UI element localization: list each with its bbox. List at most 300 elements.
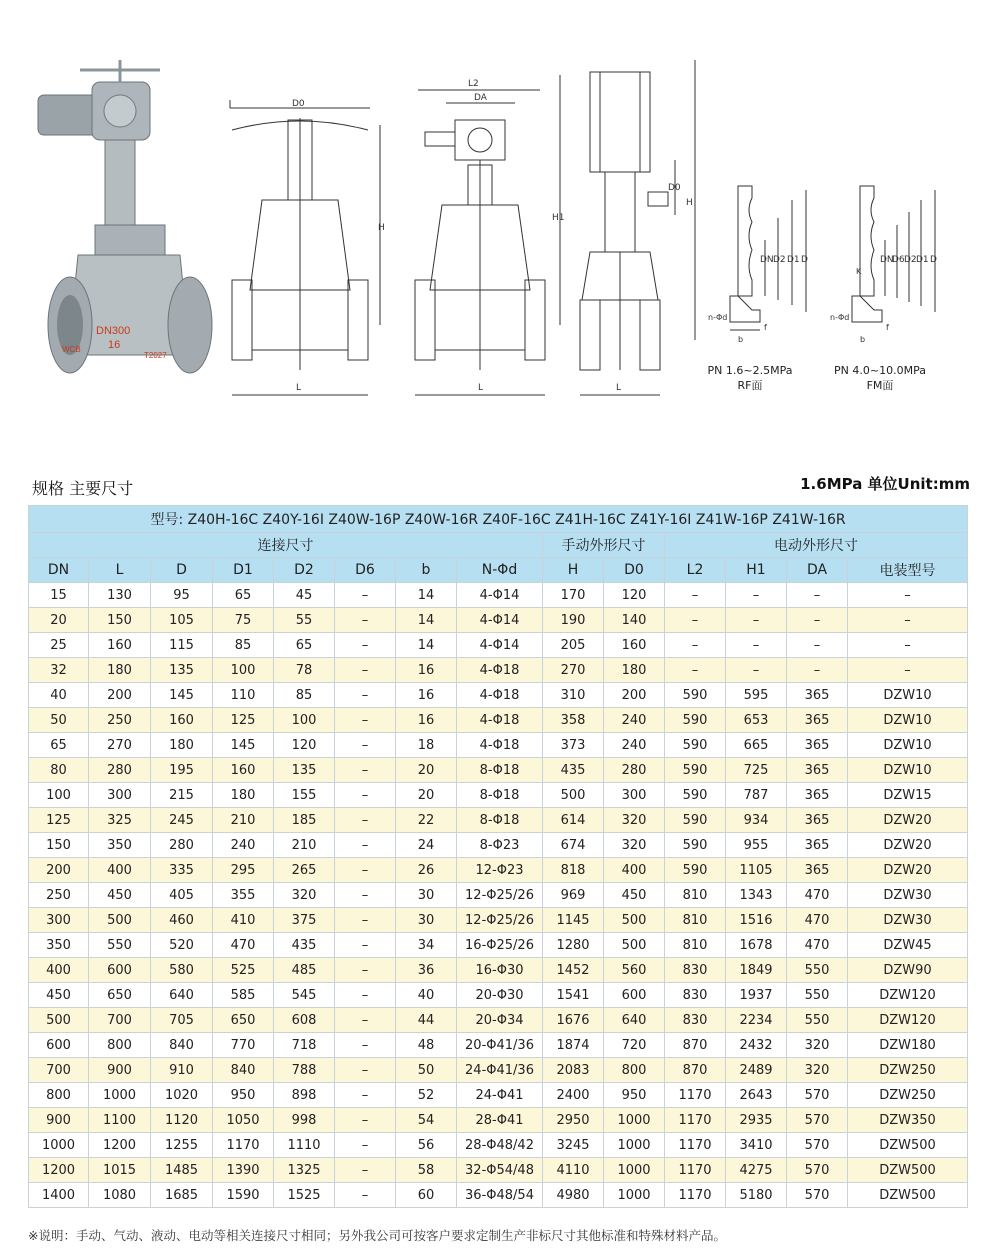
table-cell: 365	[787, 808, 848, 833]
table-cell: 300	[604, 783, 665, 808]
table-cell: 160	[151, 708, 213, 733]
table-cell: 16-Φ25/26	[457, 933, 543, 958]
valve-drawings-svg	[0, 0, 1000, 420]
table-cell: 140	[604, 608, 665, 633]
photo-tag: DN300	[96, 325, 131, 337]
table-cell: 80	[29, 758, 89, 783]
table-cell: 135	[151, 658, 213, 683]
table-cell: 600	[29, 1033, 89, 1058]
flange-rf-pressure: PN 1.6~2.5MPa	[707, 364, 793, 377]
table-cell: 2489	[726, 1058, 787, 1083]
table-cell: 14	[396, 583, 457, 608]
table-cell: 590	[665, 683, 726, 708]
model-list: 型号: Z40H-16C Z40Y-16I Z40W-16P Z40W-16R Z40F-16C Z41H-16C Z41Y-16I Z41W-16P Z41W-16R	[29, 506, 968, 533]
table-cell: 590	[665, 733, 726, 758]
table-cell: 1485	[151, 1158, 213, 1183]
table-cell: 265	[274, 858, 335, 883]
flange-fm-face: FM面	[866, 379, 894, 392]
table-cell: –	[787, 583, 848, 608]
table-cell: DZW250	[848, 1083, 968, 1108]
table-cell: 4-Φ18	[457, 683, 543, 708]
table-cell: 115	[151, 633, 213, 658]
table-cell: 56	[396, 1133, 457, 1158]
table-cell: 1325	[274, 1158, 335, 1183]
table-cell: 570	[787, 1133, 848, 1158]
flange-fm-f: f	[886, 323, 889, 332]
table-cell: 4-Φ14	[457, 583, 543, 608]
table-cell: –	[335, 958, 396, 983]
group-manual: 手动外形尺寸	[543, 533, 665, 558]
table-cell: 110	[213, 683, 274, 708]
table-cell: 250	[29, 883, 89, 908]
table-cell: 590	[665, 833, 726, 858]
table-cell: 2432	[726, 1033, 787, 1058]
table-row	[29, 1108, 968, 1133]
table-cell: 4-Φ14	[457, 608, 543, 633]
table-row	[29, 658, 968, 683]
table-cell: 2400	[543, 1083, 604, 1108]
table-cell: 95	[151, 583, 213, 608]
table-row	[29, 858, 968, 883]
table-cell: 485	[274, 958, 335, 983]
table-cell: 1200	[89, 1133, 151, 1158]
table-cell: –	[335, 1183, 396, 1208]
table-cell: 52	[396, 1083, 457, 1108]
table-cell: 650	[213, 1008, 274, 1033]
table-cell: 590	[665, 708, 726, 733]
table-cell: 1685	[151, 1183, 213, 1208]
table-cell: 44	[396, 1008, 457, 1033]
table-cell: 470	[787, 933, 848, 958]
table-cell: 30	[396, 883, 457, 908]
table-cell: 20	[29, 608, 89, 633]
table-cell: 200	[89, 683, 151, 708]
table-cell: 435	[543, 758, 604, 783]
table-cell: 24-Φ41	[457, 1083, 543, 1108]
table-cell: 8-Φ18	[457, 783, 543, 808]
table-cell: 180	[151, 733, 213, 758]
table-cell: 1020	[151, 1083, 213, 1108]
table-cell: –	[726, 658, 787, 683]
table-cell: 1874	[543, 1033, 604, 1058]
table-cell: 320	[274, 883, 335, 908]
column-header: DA	[787, 558, 848, 583]
table-cell: 150	[89, 608, 151, 633]
table-cell: 150	[29, 833, 89, 858]
table-cell: 998	[274, 1108, 335, 1133]
table-cell: 210	[274, 833, 335, 858]
table-row	[29, 958, 968, 983]
table-cell: DZW120	[848, 983, 968, 1008]
table-cell: 40	[396, 983, 457, 1008]
table-cell: 240	[213, 833, 274, 858]
table-cell: 335	[151, 858, 213, 883]
table-cell: 28-Φ48/42	[457, 1133, 543, 1158]
photo-sub: 16	[108, 339, 121, 351]
table-cell: 20	[396, 758, 457, 783]
table-cell: DZW500	[848, 1183, 968, 1208]
table-cell: 600	[89, 958, 151, 983]
table-cell: 20-Φ30	[457, 983, 543, 1008]
table-row	[29, 1058, 968, 1083]
table-cell: 590	[665, 783, 726, 808]
table-row	[29, 1033, 968, 1058]
table-cell: 280	[604, 758, 665, 783]
flange-rf-bolt: n-Φd	[708, 313, 728, 322]
table-cell: 365	[787, 783, 848, 808]
table-cell: 210	[213, 808, 274, 833]
table-cell: –	[665, 633, 726, 658]
table-cell: 1120	[151, 1108, 213, 1133]
table-cell: 85	[274, 683, 335, 708]
group-connect: 连接尺寸	[29, 533, 543, 558]
table-cell: 180	[89, 658, 151, 683]
table-cell: 400	[604, 858, 665, 883]
table-cell: –	[787, 658, 848, 683]
table-cell: 1145	[543, 908, 604, 933]
section-title: 规格 主要尺寸	[32, 479, 134, 498]
table-cell: 560	[604, 958, 665, 983]
table-cell: 2083	[543, 1058, 604, 1083]
view2-l2-label: L2	[468, 79, 479, 89]
view2-l-label: L	[478, 383, 484, 393]
table-cell: 1105	[726, 858, 787, 883]
table-cell: 26	[396, 858, 457, 883]
table-cell: 725	[726, 758, 787, 783]
table-cell: DZW500	[848, 1133, 968, 1158]
table-cell: –	[335, 883, 396, 908]
column-header: DN	[29, 558, 89, 583]
table-cell: 450	[604, 883, 665, 908]
table-cell: 50	[29, 708, 89, 733]
table-cell: 525	[213, 958, 274, 983]
table-cell: 375	[274, 908, 335, 933]
table-cell: 870	[665, 1058, 726, 1083]
table-cell: 4-Φ18	[457, 658, 543, 683]
table-cell: 373	[543, 733, 604, 758]
table-cell: 1590	[213, 1183, 274, 1208]
column-header: L	[89, 558, 151, 583]
table-cell: 705	[151, 1008, 213, 1033]
table-cell: 770	[213, 1033, 274, 1058]
table-cell: –	[335, 608, 396, 633]
table-cell: 1849	[726, 958, 787, 983]
table-cell: 1280	[543, 933, 604, 958]
table-cell: –	[335, 708, 396, 733]
table-cell: 160	[89, 633, 151, 658]
table-cell: 614	[543, 808, 604, 833]
flange-fm-drawing	[852, 186, 935, 322]
photo-wcb: WCB	[62, 345, 81, 354]
table-cell: 32	[29, 658, 89, 683]
table-cell: 840	[151, 1033, 213, 1058]
table-cell: DZW180	[848, 1033, 968, 1058]
table-cell: 570	[787, 1108, 848, 1133]
table-cell: 190	[543, 608, 604, 633]
table-cell: 840	[213, 1058, 274, 1083]
table-cell: 500	[29, 1008, 89, 1033]
flange-fm-d2: D2	[904, 255, 917, 265]
table-cell: 365	[787, 758, 848, 783]
table-cell: DZW10	[848, 758, 968, 783]
table-cell: 270	[89, 733, 151, 758]
table-cell: 125	[29, 808, 89, 833]
table-cell: 250	[89, 708, 151, 733]
table-cell: 1170	[213, 1133, 274, 1158]
electric-valve-drawing	[415, 75, 560, 395]
table-row	[29, 683, 968, 708]
table-cell: –	[335, 758, 396, 783]
table-cell: 1000	[89, 1083, 151, 1108]
table-cell: 410	[213, 908, 274, 933]
table-cell: 170	[543, 583, 604, 608]
table-cell: 570	[787, 1083, 848, 1108]
table-cell: 590	[665, 808, 726, 833]
table-cell: 1170	[665, 1108, 726, 1133]
manual-valve-drawing	[230, 100, 380, 395]
table-cell: 595	[726, 683, 787, 708]
table-cell: 2950	[543, 1108, 604, 1133]
table-cell: –	[726, 608, 787, 633]
table-cell: 15	[29, 583, 89, 608]
table-cell: 350	[29, 933, 89, 958]
table-row	[29, 758, 968, 783]
table-cell: 500	[604, 908, 665, 933]
table-cell: 4-Φ18	[457, 708, 543, 733]
table-cell: –	[665, 583, 726, 608]
view2-h1-label: H1	[552, 213, 565, 223]
table-cell: 24	[396, 833, 457, 858]
table-cell: 665	[726, 733, 787, 758]
view3-l-label: L	[616, 383, 622, 393]
table-cell: –	[726, 633, 787, 658]
table-cell: 240	[604, 733, 665, 758]
product-drawings	[0, 0, 1000, 420]
table-cell: 450	[29, 983, 89, 1008]
table-cell: 1000	[604, 1133, 665, 1158]
flange-rf-caption	[700, 364, 800, 393]
table-cell: 800	[604, 1058, 665, 1083]
table-cell: 810	[665, 933, 726, 958]
column-header-row	[29, 558, 968, 583]
table-cell: 22	[396, 808, 457, 833]
table-cell: 200	[604, 683, 665, 708]
table-row	[29, 808, 968, 833]
table-cell: 1937	[726, 983, 787, 1008]
table-cell: 48	[396, 1033, 457, 1058]
table-cell: 195	[151, 758, 213, 783]
table-cell: –	[335, 1108, 396, 1133]
table-cell: 3410	[726, 1133, 787, 1158]
table-cell: 435	[274, 933, 335, 958]
table-cell: 20	[396, 783, 457, 808]
table-cell: 1050	[213, 1108, 274, 1133]
table-cell: 28-Φ41	[457, 1108, 543, 1133]
table-cell: 325	[89, 808, 151, 833]
table-cell: –	[335, 1158, 396, 1183]
column-header: N-Φd	[457, 558, 543, 583]
table-cell: 12-Φ25/26	[457, 883, 543, 908]
table-cell: 900	[29, 1108, 89, 1133]
table-cell: 674	[543, 833, 604, 858]
table-cell: 550	[787, 958, 848, 983]
table-cell: 830	[665, 958, 726, 983]
table-cell: DZW120	[848, 1008, 968, 1033]
footnote: ※说明：手动、气动、液动、电动等相关连接尺寸相同；另外我公司可按客户要求定制生产非标尺寸其他标准和特殊材料产品。	[28, 1228, 726, 1243]
flange-fm-d: D	[930, 255, 937, 265]
table-cell: DZW250	[848, 1058, 968, 1083]
table-cell: 500	[604, 933, 665, 958]
table-cell: 320	[787, 1033, 848, 1058]
table-cell: –	[665, 608, 726, 633]
flange-rf-dn: DN	[760, 255, 774, 265]
table-cell: 470	[787, 908, 848, 933]
table-cell: 1000	[604, 1183, 665, 1208]
table-cell: –	[335, 658, 396, 683]
table-row	[29, 783, 968, 808]
column-header: D6	[335, 558, 396, 583]
table-cell: –	[335, 1133, 396, 1158]
table-cell: 4110	[543, 1158, 604, 1183]
table-cell: 16	[396, 658, 457, 683]
table-cell: 365	[787, 833, 848, 858]
flange-fm-d6: D6	[892, 255, 905, 265]
table-cell: 40	[29, 683, 89, 708]
table-cell: 16-Φ30	[457, 958, 543, 983]
spec-table	[28, 505, 968, 1208]
table-cell: DZW10	[848, 733, 968, 758]
table-cell: –	[335, 1083, 396, 1108]
table-cell: –	[335, 983, 396, 1008]
table-cell: 36-Φ48/54	[457, 1183, 543, 1208]
table-cell: 3245	[543, 1133, 604, 1158]
table-cell: 1678	[726, 933, 787, 958]
table-cell: 830	[665, 1008, 726, 1033]
table-cell: 4-Φ14	[457, 633, 543, 658]
table-cell: 955	[726, 833, 787, 858]
table-cell: 1255	[151, 1133, 213, 1158]
table-cell: 320	[787, 1058, 848, 1083]
table-cell: 545	[274, 983, 335, 1008]
column-header: D	[151, 558, 213, 583]
table-cell: 365	[787, 733, 848, 758]
table-cell: 570	[787, 1183, 848, 1208]
table-cell: 16	[396, 683, 457, 708]
table-cell: 1452	[543, 958, 604, 983]
table-cell: 200	[29, 858, 89, 883]
table-cell: 550	[787, 1008, 848, 1033]
table-cell: 16	[396, 708, 457, 733]
view1-h-label: H	[378, 223, 385, 233]
flange-fm-bolt: n-Φd	[830, 313, 850, 322]
table-cell: 898	[274, 1083, 335, 1108]
table-cell: DZW45	[848, 933, 968, 958]
table-cell: 1541	[543, 983, 604, 1008]
table-row	[29, 583, 968, 608]
table-cell: 180	[213, 783, 274, 808]
table-cell: 500	[543, 783, 604, 808]
table-cell: 60	[396, 1183, 457, 1208]
table-cell: 100	[213, 658, 274, 683]
table-cell: 130	[89, 583, 151, 608]
table-cell: 653	[726, 708, 787, 733]
table-cell: 120	[604, 583, 665, 608]
photo-code: T2027	[144, 351, 167, 360]
pneumatic-valve-drawing	[580, 60, 695, 395]
table-cell: 300	[29, 908, 89, 933]
table-row	[29, 733, 968, 758]
column-header: D2	[274, 558, 335, 583]
flange-rf-d2: D2	[773, 255, 786, 265]
table-cell: 36	[396, 958, 457, 983]
table-cell: 18	[396, 733, 457, 758]
table-cell: 1110	[274, 1133, 335, 1158]
table-cell: 14	[396, 608, 457, 633]
table-cell: 160	[604, 633, 665, 658]
table-cell: 1170	[665, 1133, 726, 1158]
table-cell: 640	[604, 1008, 665, 1033]
table-cell: 818	[543, 858, 604, 883]
table-cell: 1516	[726, 908, 787, 933]
table-cell: 718	[274, 1033, 335, 1058]
table-cell: DZW10	[848, 683, 968, 708]
table-row	[29, 833, 968, 858]
table-cell: 500	[89, 908, 151, 933]
table-cell: DZW20	[848, 833, 968, 858]
table-cell: 1080	[89, 1183, 151, 1208]
table-cell: 550	[89, 933, 151, 958]
view3-h-label: H	[686, 198, 693, 208]
model-row	[29, 506, 968, 533]
table-cell: 650	[89, 983, 151, 1008]
table-cell: –	[335, 633, 396, 658]
table-cell: 105	[151, 608, 213, 633]
table-cell: 870	[665, 1033, 726, 1058]
table-cell: 700	[89, 1008, 151, 1033]
table-cell: 640	[151, 983, 213, 1008]
table-cell: 2234	[726, 1008, 787, 1033]
table-cell: 405	[151, 883, 213, 908]
table-cell: 934	[726, 808, 787, 833]
table-cell: 1170	[665, 1158, 726, 1183]
table-cell: 295	[213, 858, 274, 883]
group-header-row	[29, 533, 968, 558]
table-cell: 969	[543, 883, 604, 908]
table-cell: 900	[89, 1058, 151, 1083]
table-cell: –	[335, 808, 396, 833]
table-cell: 270	[543, 658, 604, 683]
table-cell: –	[335, 933, 396, 958]
table-row	[29, 633, 968, 658]
table-row	[29, 883, 968, 908]
column-header: H	[543, 558, 604, 583]
table-cell: 600	[604, 983, 665, 1008]
table-cell: 910	[151, 1058, 213, 1083]
flange-fm-b: b	[860, 335, 866, 344]
table-cell: 65	[213, 583, 274, 608]
table-row	[29, 608, 968, 633]
view1-l-label: L	[296, 383, 302, 393]
table-cell: 1390	[213, 1158, 274, 1183]
table-cell: 1170	[665, 1183, 726, 1208]
table-cell: 450	[89, 883, 151, 908]
table-cell: 55	[274, 608, 335, 633]
table-cell: 460	[151, 908, 213, 933]
table-cell: 1015	[89, 1158, 151, 1183]
flange-rf-f: f	[764, 323, 767, 332]
table-cell: 1676	[543, 1008, 604, 1033]
table-cell: –	[335, 1008, 396, 1033]
